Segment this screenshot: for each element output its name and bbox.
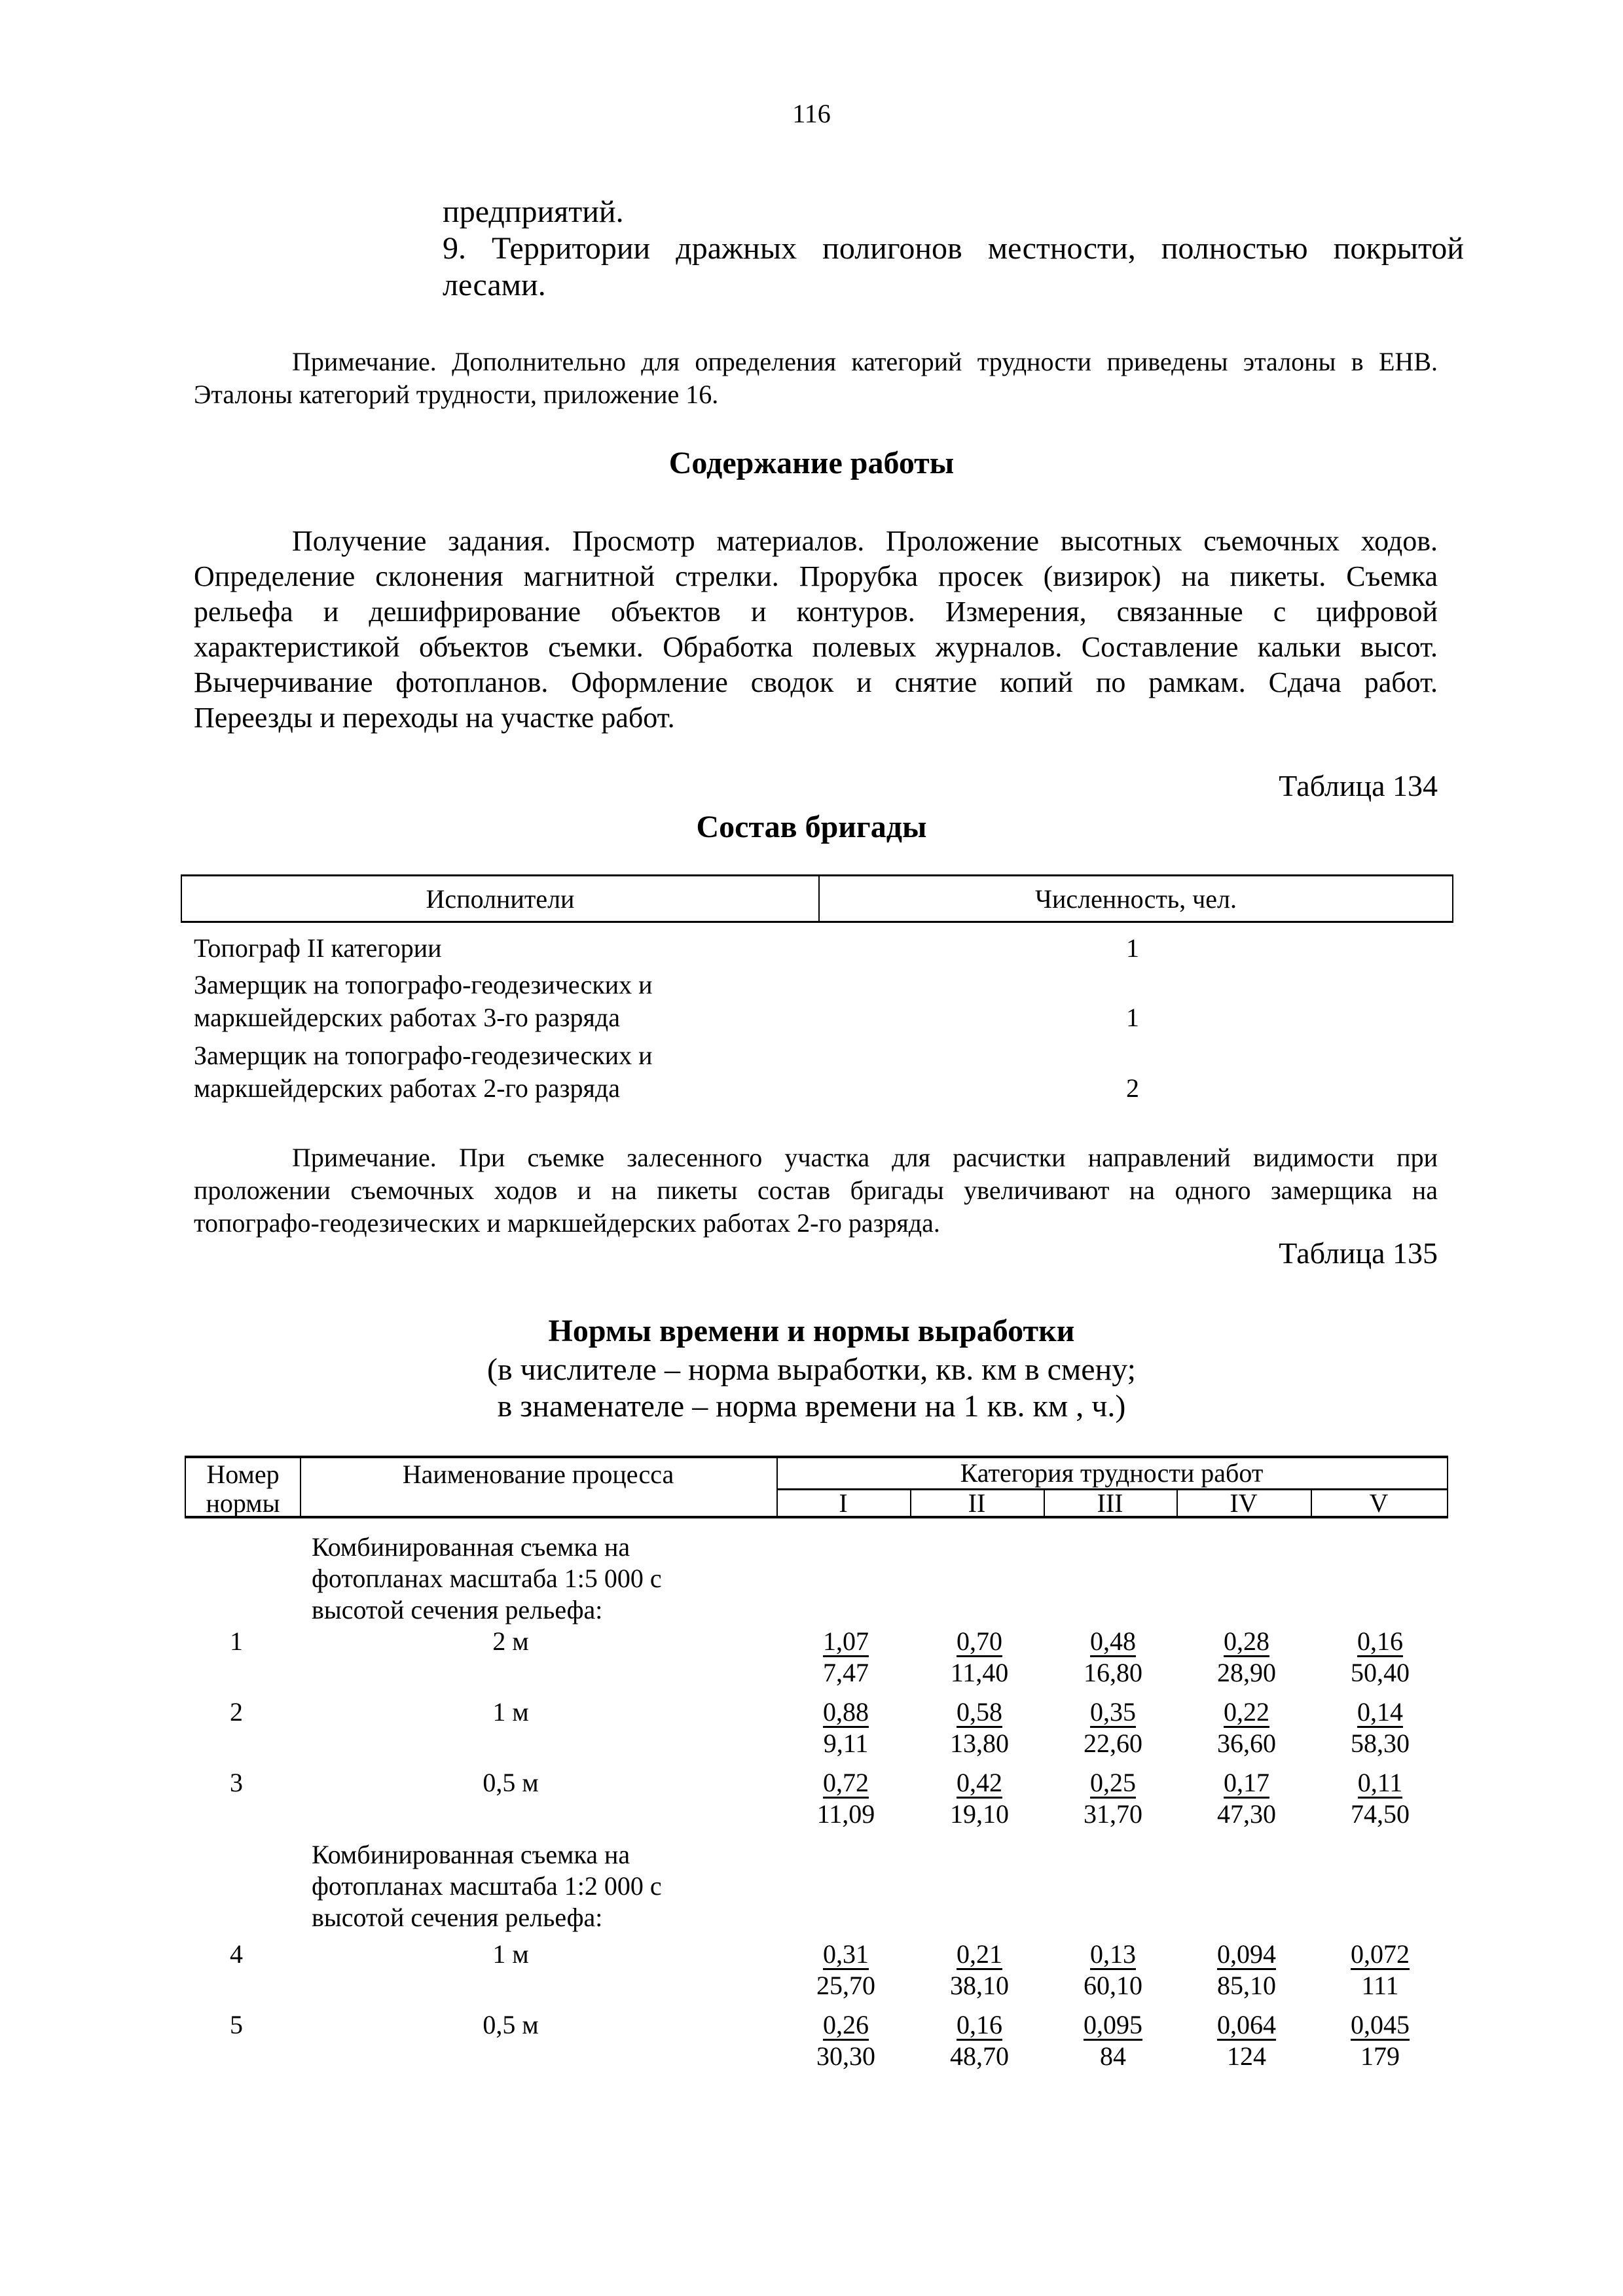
time-norm: 179 [1360, 2041, 1400, 2071]
time-norm: 84 [1100, 2041, 1126, 2071]
time-norm: 30,30 [816, 2041, 875, 2071]
note1-line2: Эталоны категорий трудности, приложение 16. [194, 380, 719, 409]
time-norm: 74,50 [1351, 1799, 1410, 1829]
note2-line2: проложении съемочных ходов и на пикеты состав бригады увеличивают на одного замерщика на [194, 1175, 1438, 1205]
table-135-subtitle-1: (в числителе – норма выработки, кв. км в смену; [487, 1352, 1136, 1387]
crew-count: 2 [1126, 1073, 1139, 1103]
header-difficulty-category: Категория трудности работ [960, 1458, 1264, 1488]
norm-cell [1328, 1626, 1432, 1689]
time-norm: 111 [1361, 1971, 1399, 2000]
note-crew-increase [194, 1141, 1438, 1240]
output-norm: 0,28 [1224, 1626, 1269, 1656]
output-norm: 0,14 [1357, 1697, 1403, 1727]
time-norm: 31,70 [1084, 1799, 1142, 1829]
time-norm: 60,10 [1084, 1971, 1142, 2000]
work-content-paragraph [194, 524, 1438, 736]
list-item-9-line2: лесами. [443, 268, 546, 302]
time-norm: 50,40 [1351, 1658, 1410, 1687]
output-norm: 0,26 [823, 2010, 869, 2039]
output-norm: 0,35 [1090, 1697, 1136, 1727]
table-134-label: Таблица 134 [1279, 769, 1438, 802]
page-number: 116 [792, 99, 831, 128]
norm-cell [927, 2009, 1032, 2072]
note1-line1: Примечание. Дополнительно для определения категорий трудности приведены эталоны в ЕНВ. [292, 347, 1438, 376]
output-norm: 0,58 [957, 1697, 1002, 1727]
norm-cell [793, 1939, 898, 2001]
time-norm: 7,47 [823, 1658, 869, 1687]
header-headcount: Численность, чел. [819, 876, 1453, 922]
crew-role-line2: маркшейдерских работах 3-го разряда [194, 1003, 620, 1032]
output-norm: 0,072 [1351, 1939, 1410, 1969]
norm-cell [1194, 1767, 1299, 1830]
crew-count: 1 [1126, 933, 1139, 963]
process-name: 1 м [492, 1697, 529, 1727]
norm-cell [1061, 1939, 1165, 2001]
header-category-1: I [839, 1488, 848, 1518]
output-norm: 0,88 [823, 1697, 869, 1727]
crew-count: 1 [1126, 1003, 1139, 1032]
header-process-name: Наименование процесса [402, 1460, 674, 1489]
table-135-subtitle-2: в знаменателе – норма времени на 1 кв. км , ч.) [497, 1389, 1126, 1424]
output-norm: 0,70 [957, 1626, 1002, 1656]
time-norm: 38,10 [950, 1971, 1009, 2000]
note2-line1: Примечание. При съемке залесенного участка для расчистки направлений видимости при [292, 1143, 1438, 1172]
para-line: характеристикой объектов съемки. Обработка полевых журналов. Составление кальки высот. [194, 631, 1438, 663]
para-line: Получение задания. Просмотр материалов. Проложение высотных съемочных ходов. [292, 525, 1438, 557]
norm-cell [793, 1626, 898, 1689]
list-item-9-line1: 9. Территории дражных полигонов местности, полностью покрытой [443, 231, 1464, 266]
norm-cell [793, 2009, 898, 2072]
time-norm: 11,09 [816, 1799, 875, 1829]
group-title-line: фотопланах масштаба 1:2 000 с [312, 1871, 662, 1901]
time-norm: 124 [1227, 2041, 1266, 2071]
table-135-title: Нормы времени и нормы выработки [548, 1314, 1075, 1348]
crew-table-header [181, 874, 1453, 923]
output-norm: 0,72 [823, 1768, 869, 1797]
header-performers: Исполнители [181, 876, 819, 922]
output-norm: 0,064 [1217, 2010, 1276, 2039]
norm-cell [927, 1696, 1032, 1759]
output-norm: 1,07 [823, 1626, 869, 1656]
time-norm: 22,60 [1084, 1729, 1142, 1758]
list-prev-tail: предприятий. [443, 194, 624, 229]
crew-role: Топограф II категории [194, 933, 442, 963]
time-norm: 13,80 [950, 1729, 1009, 1758]
norm-cell [927, 1939, 1032, 2001]
norm-cell [1061, 1767, 1165, 1830]
norm-cell [1194, 1696, 1299, 1759]
crew-role-line2: маркшейдерских работах 2-го разряда [194, 1073, 620, 1103]
output-norm: 0,48 [1090, 1626, 1136, 1656]
norm-number: 3 [230, 1768, 243, 1797]
norm-cell [793, 1767, 898, 1830]
output-norm: 0,17 [1224, 1768, 1269, 1797]
time-norm: 9,11 [823, 1729, 869, 1758]
norm-cell [1061, 1626, 1165, 1689]
header-norm-number-line2: нормы [206, 1488, 280, 1518]
norm-cell [1194, 1626, 1299, 1689]
process-name: 1 м [492, 1939, 529, 1969]
group-title-line: высотой сечения рельефа: [312, 1595, 603, 1624]
norm-number: 2 [230, 1697, 243, 1727]
header-norm-number-line1: Номер [206, 1460, 280, 1489]
para-line: Переезды и переходы на участке работ. [194, 702, 675, 734]
norm-cell [1328, 1696, 1432, 1759]
norm-cell [927, 1626, 1032, 1689]
norm-cell [793, 1696, 898, 1759]
group-title-line: Комбинированная съемка на [312, 1532, 630, 1562]
time-norm: 16,80 [1084, 1658, 1142, 1687]
output-norm: 0,11 [1357, 1768, 1403, 1797]
norm-cell [1328, 1767, 1432, 1830]
group-title-line: высотой сечения рельефа: [312, 1903, 603, 1932]
note2-line3: топографо-геодезических и маркшейдерских работах 2-го разряда. [194, 1208, 940, 1238]
output-norm: 0,045 [1351, 2010, 1410, 2039]
group-title-1-2000 [312, 1839, 731, 1933]
output-norm: 0,25 [1090, 1768, 1136, 1797]
process-name: 0,5 м [483, 2010, 539, 2039]
time-norm: 19,10 [950, 1799, 1009, 1829]
norm-cell [1328, 2009, 1432, 2072]
header-category-5: V [1369, 1488, 1389, 1518]
process-name: 2 м [492, 1626, 529, 1656]
norm-number: 5 [230, 2010, 243, 2039]
group-title-line: Комбинированная съемка на [312, 1840, 630, 1869]
time-norm: 11,40 [950, 1658, 1009, 1687]
note-difficulty-standards [194, 346, 1438, 411]
para-line: Определение склонения магнитной стрелки. Прорубка просек (визирок) на пикеты. Съемка [194, 560, 1438, 592]
header-category-3: III [1097, 1488, 1123, 1518]
crew-role: Замерщик на топографо-геодезических и [194, 970, 653, 999]
norm-cell [927, 1767, 1032, 1830]
group-title-1-5000 [312, 1532, 731, 1626]
table-135-label: Таблица 135 [1279, 1236, 1438, 1270]
time-norm: 28,90 [1217, 1658, 1276, 1687]
time-norm: 48,70 [950, 2041, 1009, 2071]
time-norm: 36,60 [1217, 1729, 1276, 1758]
output-norm: 0,095 [1084, 2010, 1142, 2039]
norm-cell [1061, 2009, 1165, 2072]
norm-cell [1194, 1939, 1299, 2001]
header-category-4: IV [1230, 1488, 1258, 1518]
output-norm: 0,31 [823, 1939, 869, 1969]
output-norm: 0,13 [1090, 1939, 1136, 1969]
output-norm: 0,16 [1357, 1626, 1403, 1656]
norm-cell [1194, 2009, 1299, 2072]
group-title-line: фотопланах масштаба 1:5 000 с [312, 1564, 662, 1593]
process-name: 0,5 м [483, 1768, 539, 1797]
output-norm: 0,16 [957, 2010, 1002, 2039]
output-norm: 0,22 [1224, 1697, 1269, 1727]
norms-table-header [185, 1456, 1448, 1518]
norm-cell [1328, 1939, 1432, 2001]
output-norm: 0,094 [1217, 1939, 1276, 1969]
time-norm: 85,10 [1217, 1971, 1276, 2000]
list-continuation [443, 194, 1464, 304]
time-norm: 47,30 [1217, 1799, 1276, 1829]
output-norm: 0,21 [957, 1939, 1002, 1969]
crew-role: Замерщик на топографо-геодезических и [194, 1041, 653, 1070]
para-line: Вычерчивание фотопланов. Оформление сводок и снятие копий по рамкам. Сдача работ. [194, 666, 1438, 698]
norm-number: 1 [230, 1626, 243, 1656]
header-category-2: II [968, 1488, 986, 1518]
norm-number: 4 [230, 1939, 243, 1969]
output-norm: 0,42 [957, 1768, 1002, 1797]
work-content-heading: Содержание работы [668, 446, 955, 480]
norm-cell [1061, 1696, 1165, 1759]
table-134-title: Состав бригады [696, 810, 927, 844]
time-norm: 58,30 [1351, 1729, 1410, 1758]
para-line: рельефа и дешифрирование объектов и контуров. Измерения, связанные с цифровой [194, 596, 1438, 628]
time-norm: 25,70 [816, 1971, 875, 2000]
